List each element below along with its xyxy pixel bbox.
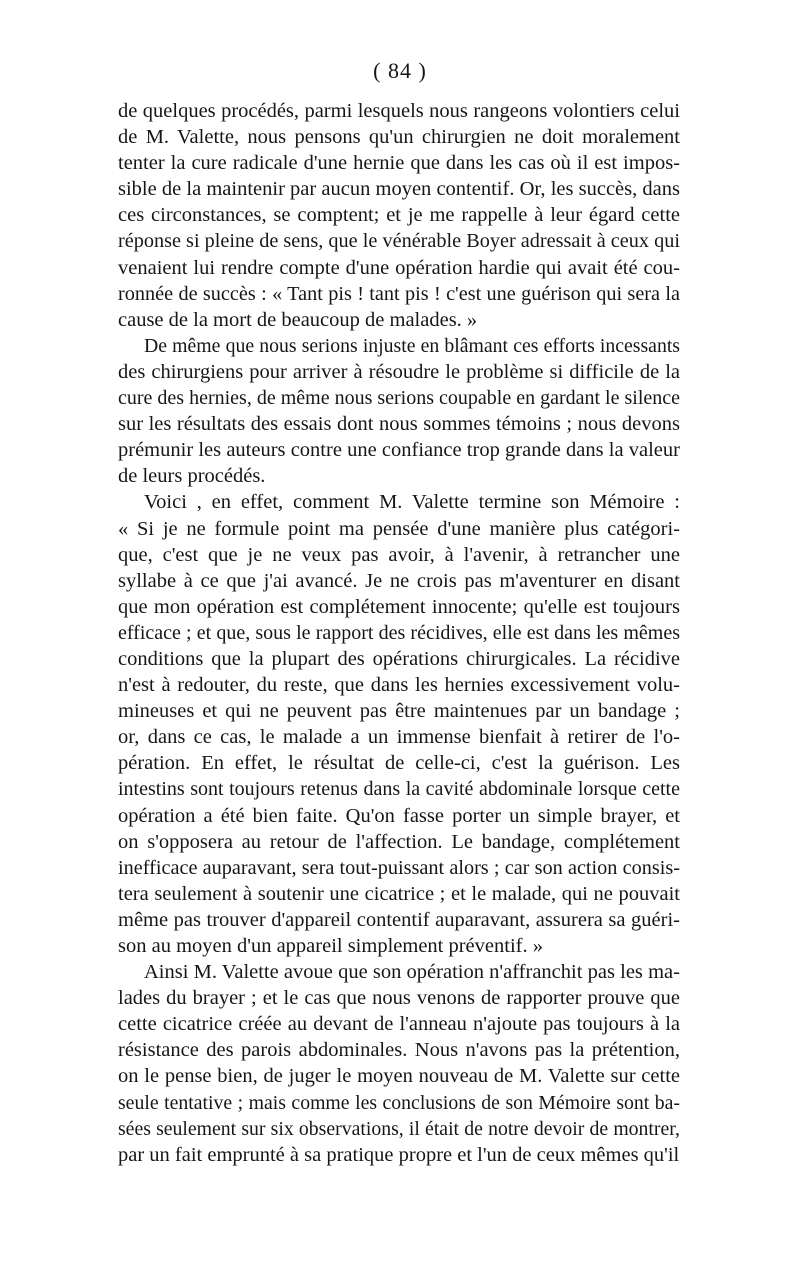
text-line: opération a été bien faite. Qu'on fasse porter un simple brayer, et [118, 804, 680, 827]
text-line: de quelques procédés, parmi lesquels nous rangeons volontiers celui [118, 100, 680, 122]
text-line: lades du brayer ; et le cas que nous venons de rapporter prouve que [118, 987, 680, 1010]
text-line: on le pense bien, de juger le moyen nouveau de M. Valette sur cette [118, 1065, 680, 1088]
text-line: pération. En effet, le résultat de celle-ci, c'est la guérison. Les [118, 752, 680, 775]
text-line: or, dans ce cas, le malade a un immense bienfait à retirer de l'o- [118, 726, 680, 749]
text-line: inefficace auparavant, sera tout-puissant alors ; car son action consis- [118, 856, 680, 879]
text-line: de leurs procédés. [118, 465, 266, 488]
text-line: Voici , en effet, comment M. Valette termine son Mémoire : [144, 491, 680, 514]
text-line: ces circonstances, se comptent; et je me rappelle à leur égard cette [118, 204, 680, 227]
text-line: de M. Valette, nous pensons qu'un chirurgien ne doit moralement [118, 126, 680, 149]
text-line: mineuses et qui ne peuvent pas être maintenues par un bandage ; [118, 700, 680, 723]
text-line: cette cicatrice créée au devant de l'anneau n'ajoute pas toujours à la [118, 1013, 680, 1036]
text-line: cure des hernies, de même nous serions coupable en gardant le silence [118, 387, 681, 410]
text-line: prémunir les auteurs contre une confiance trop grande dans la valeur [118, 439, 680, 462]
text-line: « Si je ne formule point ma pensée d'une manière plus catégori- [118, 517, 680, 540]
text-line: que, c'est que je ne veux pas avoir, à l'avenir, à retrancher une [118, 543, 680, 566]
text-line: conditions que la plupart des opérations chirurgicales. La récidive [118, 647, 680, 670]
text-line: même pas trouver d'appareil contentif auparavant, assurera sa guéri- [118, 908, 680, 931]
text-line: que mon opération est complétement innocente; qu'elle est toujours [118, 595, 680, 618]
text-line: sible de la maintenir par aucun moyen contentif. Or, les succès, dans [118, 178, 680, 201]
text-line: tera seulement à soutenir une cicatrice ; et le malade, qui ne pouvait [118, 882, 680, 905]
page-number: ( 84 ) [373, 58, 427, 83]
text-line: intestins sont toujours retenus dans la cavité abdominale lorsque cette [118, 778, 680, 801]
text-line: ronnée de succès : « Tant pis ! tant pis ! c'est une guérison qui sera la [118, 282, 680, 305]
text-line: seule tentative ; mais comme les conclusions de son Mémoire sont ba- [118, 1091, 680, 1114]
body-text [118, 98, 680, 1168]
text-line: Ainsi M. Valette avoue que son opération n'affranchit pas les ma- [144, 961, 680, 984]
text-line: efficace ; et que, sous le rapport des récidives, elle est dans les mêmes [118, 621, 680, 644]
text-line: tenter la cure radicale d'une hernie que dans les cas où il est impos- [118, 152, 680, 175]
text-line: on s'opposera au retour de l'affection. Le bandage, complétement [118, 830, 680, 853]
text-line: sées seulement sur six observations, il était de notre devoir de montrer, [118, 1117, 680, 1140]
text-line: par un fait emprunté à sa pratique propre et l'un de ceux mêmes qu'il [118, 1143, 680, 1166]
text-line: De même que nous serions injuste en blâmant ces efforts incessants [144, 334, 680, 357]
text-line: cause de la mort de beaucoup de malades. » [118, 308, 478, 331]
text-line: syllabe à ce que j'ai avancé. Je ne crois pas m'aventurer en disant [118, 569, 680, 592]
text-line: des chirurgiens pour arriver à résoudre le problème si difficile de la [118, 360, 680, 383]
text-line: résistance des parois abdominales. Nous n'avons pas la prétention, [118, 1039, 680, 1062]
text-line: sur les résultats des essais dont nous sommes témoins ; nous devons [118, 413, 680, 436]
text-line: réponse si pleine de sens, que le vénérable Boyer adressait à ceux qui [118, 230, 680, 253]
text-line: n'est à redouter, du reste, que dans les hernies excessivement volu- [118, 674, 680, 697]
text-line: venaient lui rendre compte d'une opération hardie qui avait été cou- [118, 256, 680, 279]
text-line: son au moyen d'un appareil simplement préventif. » [118, 935, 543, 957]
